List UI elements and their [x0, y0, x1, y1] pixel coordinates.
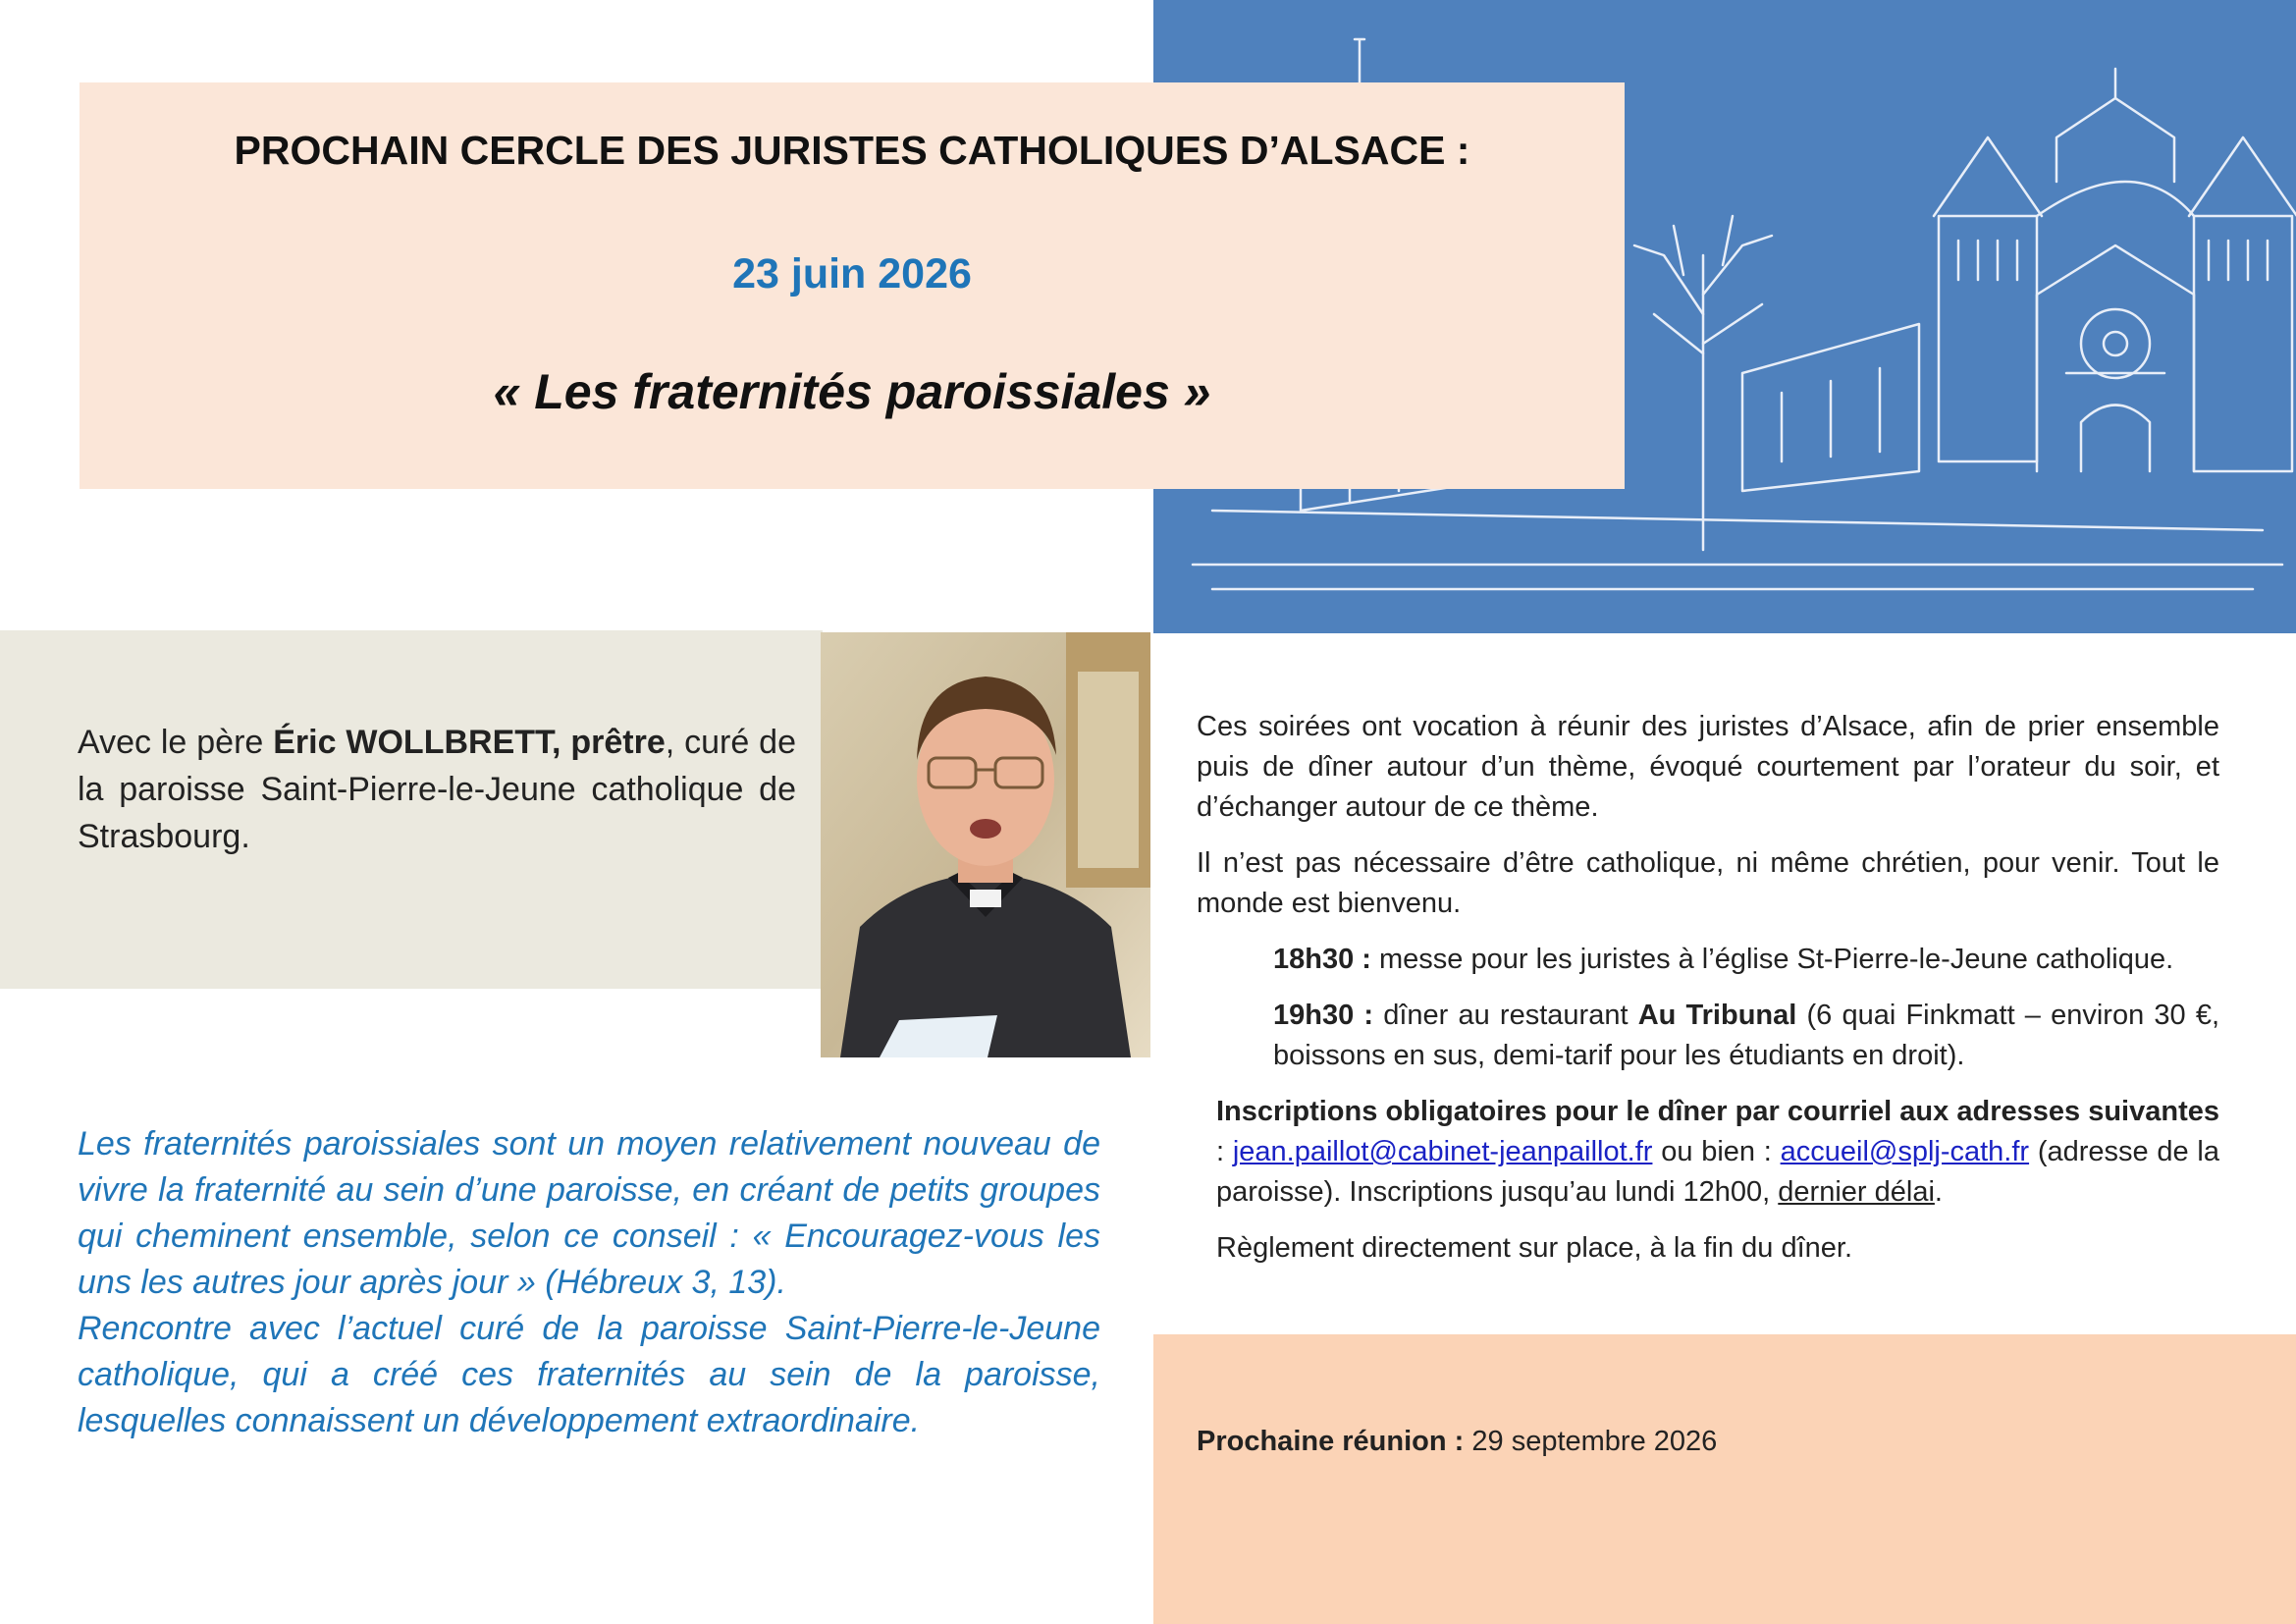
registration-heading: Inscriptions obligatoires pour le dîner par courriel aux adresses suivantes — [1216, 1096, 2219, 1127]
email-link-2[interactable]: accueil@splj-cath.fr — [1780, 1136, 2030, 1167]
restaurant-name: Au Tribunal — [1637, 1000, 1797, 1031]
schedule — [1197, 940, 2219, 1076]
speaker-intro: Avec le père — [78, 724, 274, 761]
info-welcome: Il n’est pas nécessaire d’être catholique, ni même chrétien, pour venir. Tout le monde est bienvenu. — [1197, 847, 2219, 919]
schedule-text-1: messe pour les juristes à l’église St-Pierre-le-Jeune catholique. — [1370, 944, 2174, 975]
registration-period: . — [1934, 1176, 1943, 1208]
schedule-text-2a: dîner au restaurant — [1373, 1000, 1638, 1031]
next-meeting-label: Prochaine réunion : — [1197, 1426, 1465, 1457]
info-purpose: Ces soirées ont vocation à réunir des juristes d’Alsace, afin de prier ensemble puis de dîner autour d’un thème, évoqué courtement par l’orateur du soir, et d’échanger autour de ce thème. — [1197, 711, 2219, 823]
event-title: PROCHAIN CERCLE DES JURISTES CATHOLIQUES D’ALSACE : — [234, 128, 1470, 173]
registration-colon: : — [1216, 1136, 1233, 1167]
registration-text — [1216, 1092, 2219, 1213]
registration — [1197, 1092, 2219, 1269]
theme-description — [78, 1121, 1100, 1444]
speaker-description — [78, 719, 796, 860]
speaker-role: , curé de la paroisse Saint-Pierre-le-Jeune catholique de Strasbourg. — [78, 724, 796, 855]
speaker-name: Éric WOLLBRETT, prêtre — [273, 724, 666, 761]
description-paragraph-2: Rencontre avec l’actuel curé de la paroisse Saint-Pierre-le-Jeune catholique, qui a créé ces fraternités au sein de la paroisse, lesquelles connaissent un développement extraordinaire. — [78, 1310, 1100, 1439]
schedule-item-dinner — [1273, 996, 2219, 1076]
event-theme: « Les fraternités paroissiales » — [493, 364, 1211, 419]
next-meeting-panel — [1153, 1334, 2296, 1624]
title-content — [80, 82, 1625, 489]
schedule-time-2: 19h30 : — [1273, 1000, 1374, 1031]
schedule-time-1: 18h30 : — [1273, 944, 1371, 975]
deadline: dernier délai — [1778, 1176, 1935, 1208]
next-meeting — [1197, 1426, 1717, 1458]
schedule-item-mass — [1273, 940, 2219, 980]
registration-rest: (adresse de la paroisse). Inscriptions jusqu’au lundi 12h00, — [1216, 1136, 2219, 1208]
payment-note: Règlement directement sur place, à la fin du dîner. — [1216, 1232, 1853, 1264]
description-paragraph-1: Les fraternités paroissiales sont un moyen relativement nouveau de vivre la fraternité au sein d’une paroisse, en créant de petits groupes qui cheminent ensemble, selon ce conseil : « Encouragez-vous les uns les autres jour après jour » (Hébreux 3, 13). — [78, 1125, 1100, 1301]
schedule-text-2b: (6 quai Finkmatt – environ 30 €, boissons en sus, demi-tarif pour les étudiants en droit). — [1273, 1000, 2220, 1071]
event-date: 23 juin 2026 — [732, 250, 972, 298]
next-meeting-date: 29 septembre 2026 — [1464, 1426, 1718, 1457]
speaker-portrait — [821, 632, 1150, 1057]
event-info — [1197, 707, 2219, 1284]
registration-or: ou bien : — [1652, 1136, 1781, 1167]
email-link-1[interactable]: jean.paillot@cabinet-jeanpaillot.fr — [1232, 1136, 1653, 1167]
